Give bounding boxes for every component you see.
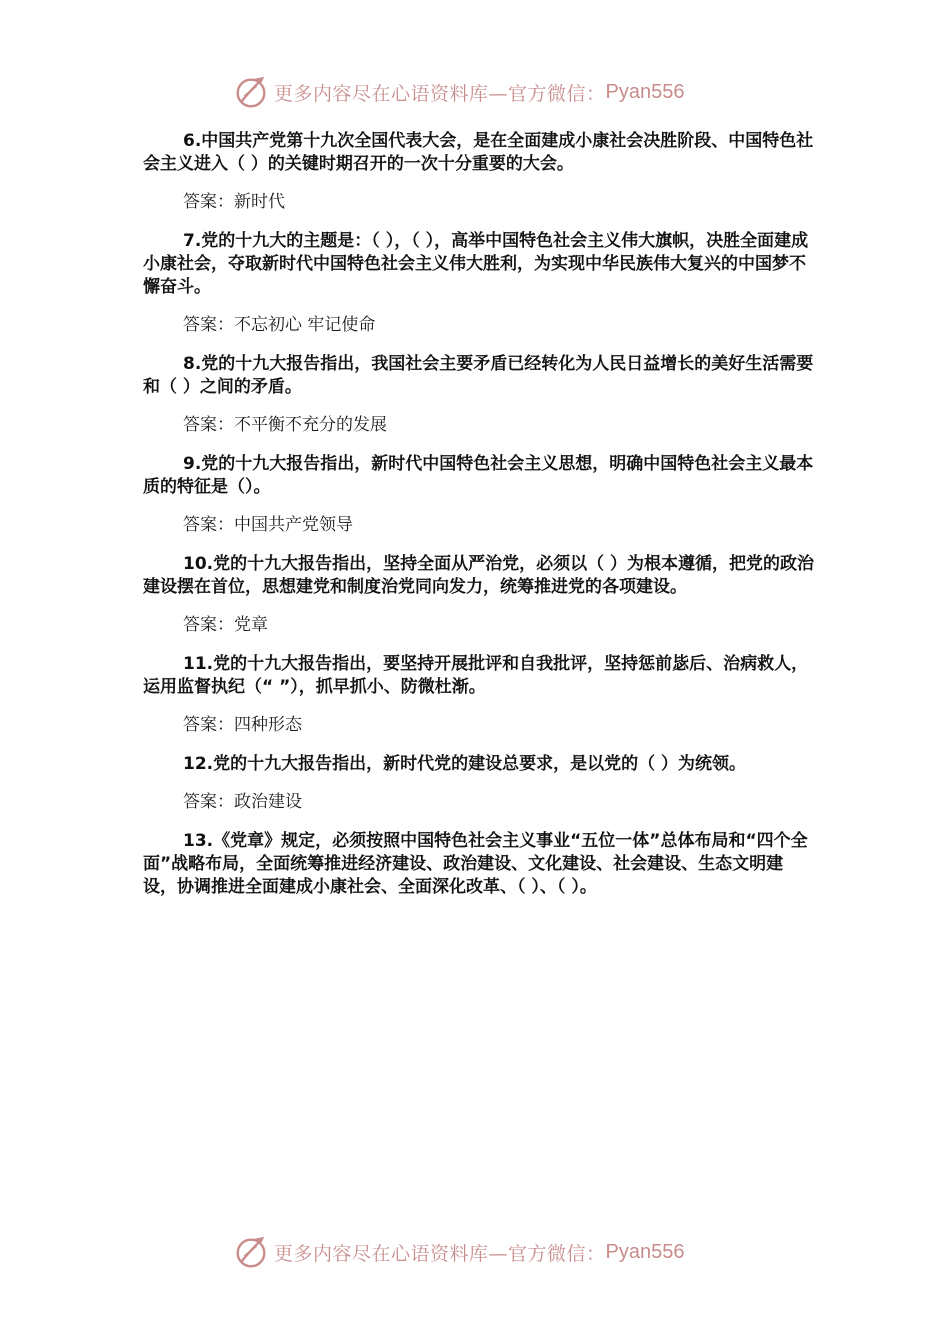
answer-11: 答案：四种形态	[183, 715, 302, 735]
question-11: 11.党的十九大报告指出，要坚持开展批评和自我批评，坚持惩前毖后、治病救人，运用监督执纪（“ ”），抓早抓小、防微杜渐。	[143, 654, 809, 697]
question-10: 10.党的十九大报告指出，坚持全面从严治党，必须以（ ）为根本遵循，把党的政治建设摆在首位，思想建党和制度治党同向发力，统筹推进党的各项建设。	[143, 554, 815, 597]
answer-10: 答案：党章	[183, 615, 268, 635]
quiz-content	[143, 130, 815, 914]
quill-seal-icon	[232, 1233, 270, 1271]
answer-6: 答案：新时代	[183, 192, 285, 212]
header-watermark	[232, 72, 684, 112]
watermark-brand: Pyan556	[605, 80, 685, 103]
watermark-text: 更多内容尽在心语资料库—官方微信：	[274, 1242, 606, 1265]
answer-8: 答案：不平衡不充分的发展	[183, 415, 387, 435]
quill-seal-icon	[232, 73, 270, 111]
answer-7: 答案：不忘初心 牢记使命	[183, 315, 376, 335]
footer-watermark	[232, 1232, 684, 1272]
question-9: 9.党的十九大报告指出，新时代中国特色社会主义思想，明确中国特色社会主义最本质的特征是（）。	[143, 454, 814, 497]
watermark-brand: Pyan556	[605, 1240, 685, 1263]
watermark-text: 更多内容尽在心语资料库—官方微信：	[274, 82, 606, 105]
question-12: 12.党的十九大报告指出，新时代党的建设总要求，是以党的（ ）为统领。	[183, 754, 747, 774]
answer-12: 答案：政治建设	[183, 792, 302, 812]
answer-9: 答案：中国共产党领导	[183, 515, 353, 535]
question-13: 13.《党章》规定，必须按照中国特色社会主义事业“五位一体”总体布局和“四个全面”战略布局，全面统筹推进经济建设、政治建设、文化建设、社会建设、生态文明建设，协调推进全面建成小康社会、全面深化改革、（ ）、（ ）。	[143, 831, 808, 897]
question-7: 7.党的十九大的主题是：（ ），（ ），高举中国特色社会主义伟大旗帜，决胜全面建成小康社会，夺取新时代中国特色社会主义伟大胜利，为实现中华民族伟大复兴的中国梦不懈奋斗。	[143, 231, 809, 297]
question-8: 8.党的十九大报告指出，我国社会主要矛盾已经转化为人民日益增长的美好生活需要和（ ）之间的矛盾。	[143, 354, 814, 397]
question-6: 6.中国共产党第十九次全国代表大会，是在全面建成小康社会决胜阶段、中国特色社会主义进入（ ）的关键时期召开的一次十分重要的大会。	[143, 131, 814, 174]
